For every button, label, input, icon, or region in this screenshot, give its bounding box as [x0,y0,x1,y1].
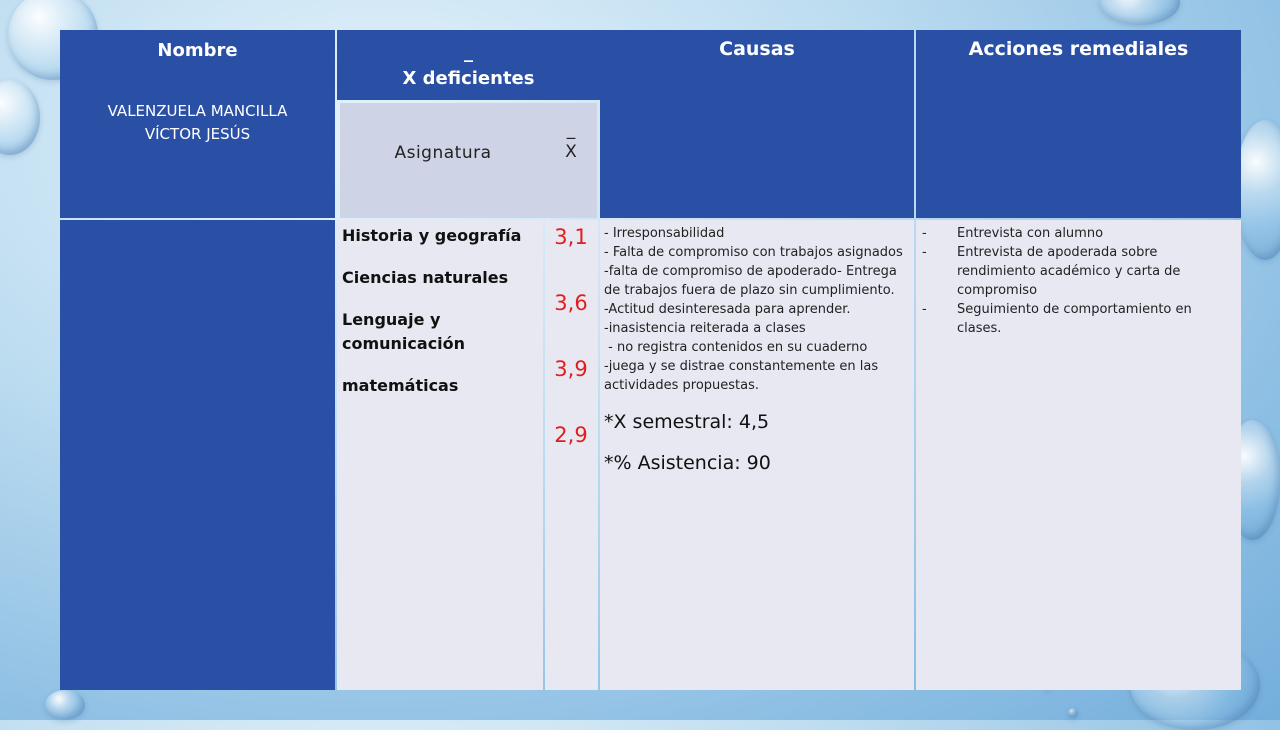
grades-cell [545,220,598,690]
causes-title: Causas [719,38,795,60]
subject-item: Lenguaje y comunicación [342,310,466,353]
grade-value: 3,6 [554,291,588,315]
subject-item: Ciencias naturales [342,268,509,287]
actions-cell [916,220,1241,690]
attendance: *% Asistencia: 90 [604,452,771,474]
subject-item: matemáticas [342,376,459,395]
decorative-bubble [1068,708,1078,718]
grades-table [60,30,1241,690]
causes-list [604,224,914,473]
actions-list [922,224,1240,338]
name-title: Nombre [157,40,238,61]
semester-average: *X semestral: 4,5 [604,411,770,433]
grade-value: 3,1 [554,225,588,249]
causes-cell [600,220,914,690]
cause-item: -inasistencia reiterada a clases [604,321,806,336]
xdef-header [337,40,600,92]
grades-list [545,222,597,486]
grade-value: 2,9 [554,423,588,447]
actions-title: Acciones remediales [968,38,1189,60]
grade-value: 3,9 [554,357,588,381]
xbar-header-cell [545,103,597,218]
decorative-bubble [1100,0,1180,25]
cause-item: -juega y se distrae constantemente en las actividades propuestas. [604,359,879,393]
subjects-cell [337,220,543,690]
xdef-label: X deficientes [402,68,535,89]
student-name-line2: VÍCTOR JESÚS [144,125,251,143]
cause-item: - no registra contenidos en su cuaderno [604,340,868,355]
cause-item: - Falta de compromiso con trabajos asignados [604,245,903,260]
name-header-cell [60,30,335,218]
action-item: - Entrevista con alumno [922,224,1240,243]
subject-item: Historia y geografía [342,226,522,245]
subjects-list [342,224,547,416]
cause-item: -falta de compromiso de apoderado- Entrega de trabajos fuera de plazo sin cumplimiento. [604,264,897,298]
action-item: - Seguimiento de comportamiento en clases. [922,300,1240,338]
decorative-bubble [0,80,40,155]
xdef-header-cell [337,30,600,100]
actions-header-cell [916,30,1241,218]
xbar-header [545,119,597,163]
cause-item: -Actitud desinteresada para aprender. [604,302,851,317]
student-name-line1: VALENZUELA MANCILLA [107,102,288,120]
decorative-bubble [45,690,85,720]
xbar-label: X [565,142,577,162]
xdef-bar: _ [464,42,473,63]
decorative-bubble [1235,120,1280,260]
subject-header-cell [340,103,546,218]
action-item: - Entrevista de apoderada sobre rendimiento académico y carta de compromiso [922,243,1240,300]
subject-label: Asignatura [394,143,492,163]
student-name [60,100,335,146]
name-body-cell [60,220,335,690]
causes-header-cell [600,30,914,218]
cause-item: - Irresponsabilidad [604,226,725,241]
xbar-bar: _ [566,120,576,140]
